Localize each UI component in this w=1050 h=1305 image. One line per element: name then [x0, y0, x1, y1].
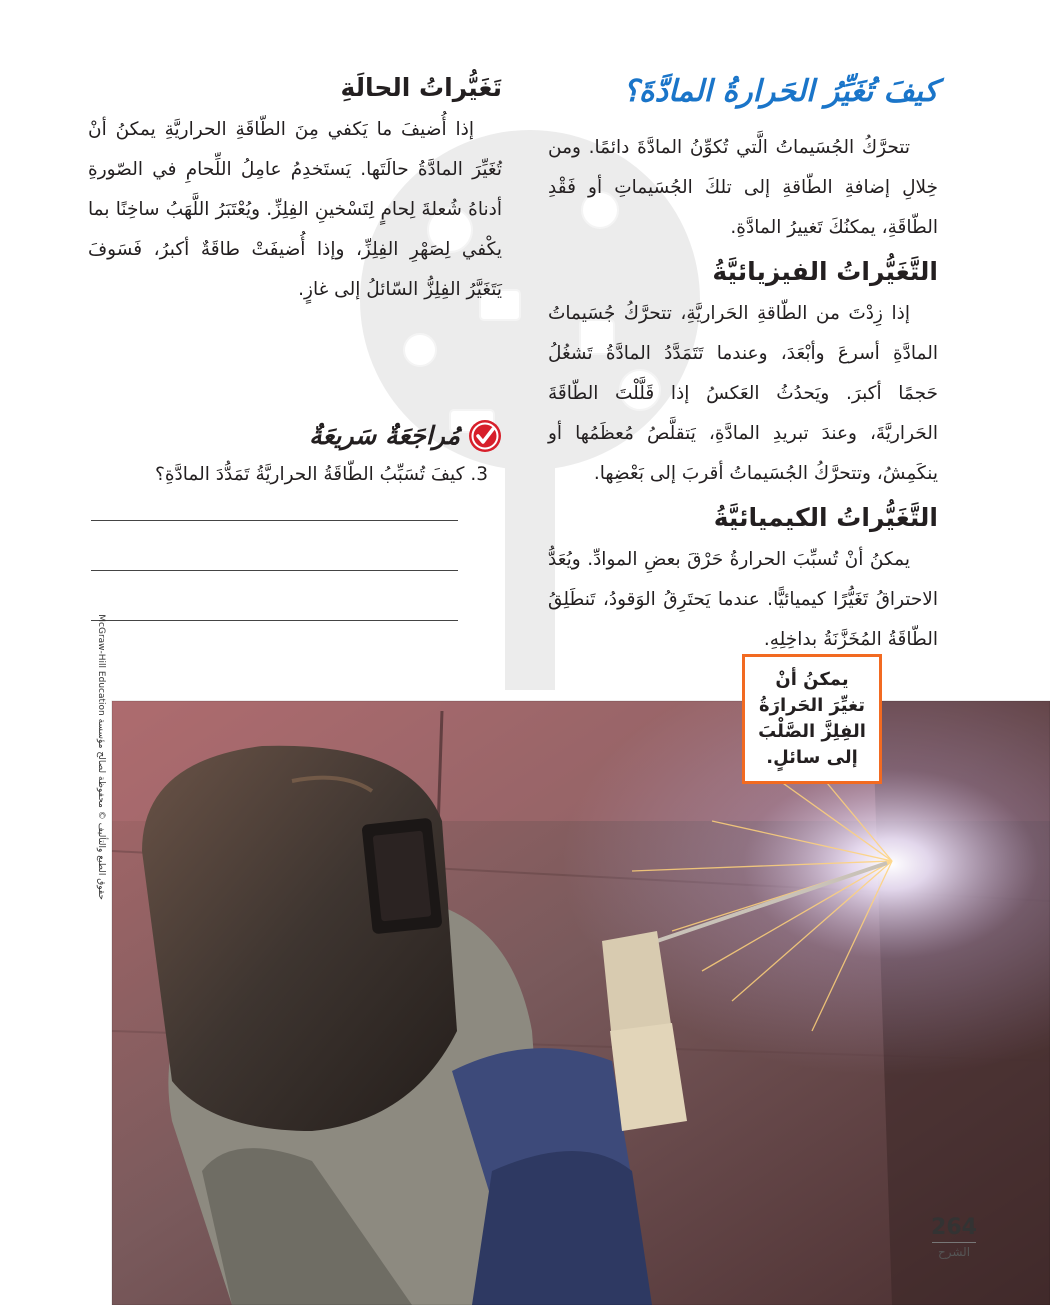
caption-line: يمكنُ أنْ [775, 669, 849, 690]
physical-changes-heading: التَّغَيُّراتُ الفيزيائيَّةُ [712, 257, 938, 286]
copyright-notice [86, 614, 106, 1220]
welder-photo [112, 701, 1050, 1305]
chemical-changes-text: يمكنُ أنْ تُسبِّبَ الحرارةُ حَرْقَ بعضِ الموادِّ. ويُعَدُّ الاحتراقُ تَغَيُّرًا كيميائيًّا. عندما يَحتَرِقُ الوَقودُ، تَنطَلِقُ الطّاقَةُ المُخَزَّنَةُ بداخِلِهِ. [548, 549, 938, 650]
intro-paragraph: تتحرَّكُ الجُسَيماتُ الَّتي تُكوِّنُ المادَّةَ دائمًا. ومن خِلالِ إضافةِ الطّاقةِ إلى تلكَ الجُسَيماتِ أو فَقْدِ الطّاقَةِ، يمكنُكَ تَغييرُ المادَّةِ. [548, 137, 938, 238]
page-number-value: 264 [931, 1215, 977, 1240]
quick-review [88, 418, 502, 648]
page-number [928, 1215, 980, 1259]
photo-caption [742, 654, 882, 784]
answer-line-1[interactable] [91, 520, 458, 521]
left-column [88, 70, 502, 310]
quick-review-header [88, 418, 502, 454]
page-label: الشرح [937, 1245, 971, 1259]
answer-line-3[interactable] [91, 620, 458, 621]
chemical-changes-heading: التَّغَيُّراتُ الكيميائيَّةُ [713, 503, 938, 532]
physical-changes-text: إذا زِدْتَ من الطّاقةِ الحَراريَّةِ، تتحرَّكُ جُسَيماتُ المادَّةِ أسرعَ وأبْعَدَ، وعندما تَتَمَدَّدُ المادَّةُ تَشغُلُ حَجمًا أكبرَ. ويَحدُثُ العَكسُ إذا قَلَّلْتَ الطّاقَةَ الحَراريَّةَ، وعندَ تبريدِ المادَّةِ، يَتقلَّصُ مُعظَمُها أو ينكَمِشُ، وتتحرَّكُ الجُسَيماتُ أقربَ إلى بَعْضِها. [548, 303, 938, 484]
caption-line: تغيِّرَ الحَرارَةُ [759, 695, 865, 716]
state-changes-text: إذا أُضيفَ ما يَكفي مِنَ الطّاقَةِ الحراريَّةِ يمكنُ أنْ تُغَيِّرَ المادَّةُ حالَتَها. يَستَخدِمُ عامِلُ اللِّحامِ في الصّورةِ أدناهُ شُعلةَ لِحامٍ لِتَسْخينِ الفِلِزِّ. ويُعْتَبَرُ اللَّهَبُ ساخِنًا بما يكْفي لِصَهْرِ الفِلِزِّ، وإذا أُضيفَتْ طاقَةٌ أكبرُ، فَسَوفَ يَتَغَيَّرُ الفِلِزُّ السّائلُ إلى غازٍ. [88, 119, 502, 300]
caption-line: الفِلِزَّ الصَّلْبَ [758, 721, 866, 742]
answer-line-2[interactable] [91, 570, 458, 571]
checkmark-icon [468, 419, 502, 453]
review-question: 3. كيفَ تُسَبِّبُ الطّاقَةُ الحراريَّةُ تَمَدُّدَ المادَّةِ؟ [155, 464, 488, 485]
section-title: كيفَ تُغَيِّرُ الحَرارةُ المادَّةَ؟ [622, 74, 938, 109]
caption-line: إلى سائلٍ. [766, 747, 858, 768]
quick-review-title: مُراجَعَةٌ سَريعَةٌ [309, 421, 460, 450]
right-column [548, 70, 938, 660]
page-number-rule [932, 1242, 976, 1243]
state-changes-heading: تَغَيُّراتُ الحالَةِ [340, 73, 502, 102]
copyright-text: حقوق الطبع والتأليف © محفوظة لصالح مؤسسة McGraw-Hill Education [96, 614, 106, 900]
